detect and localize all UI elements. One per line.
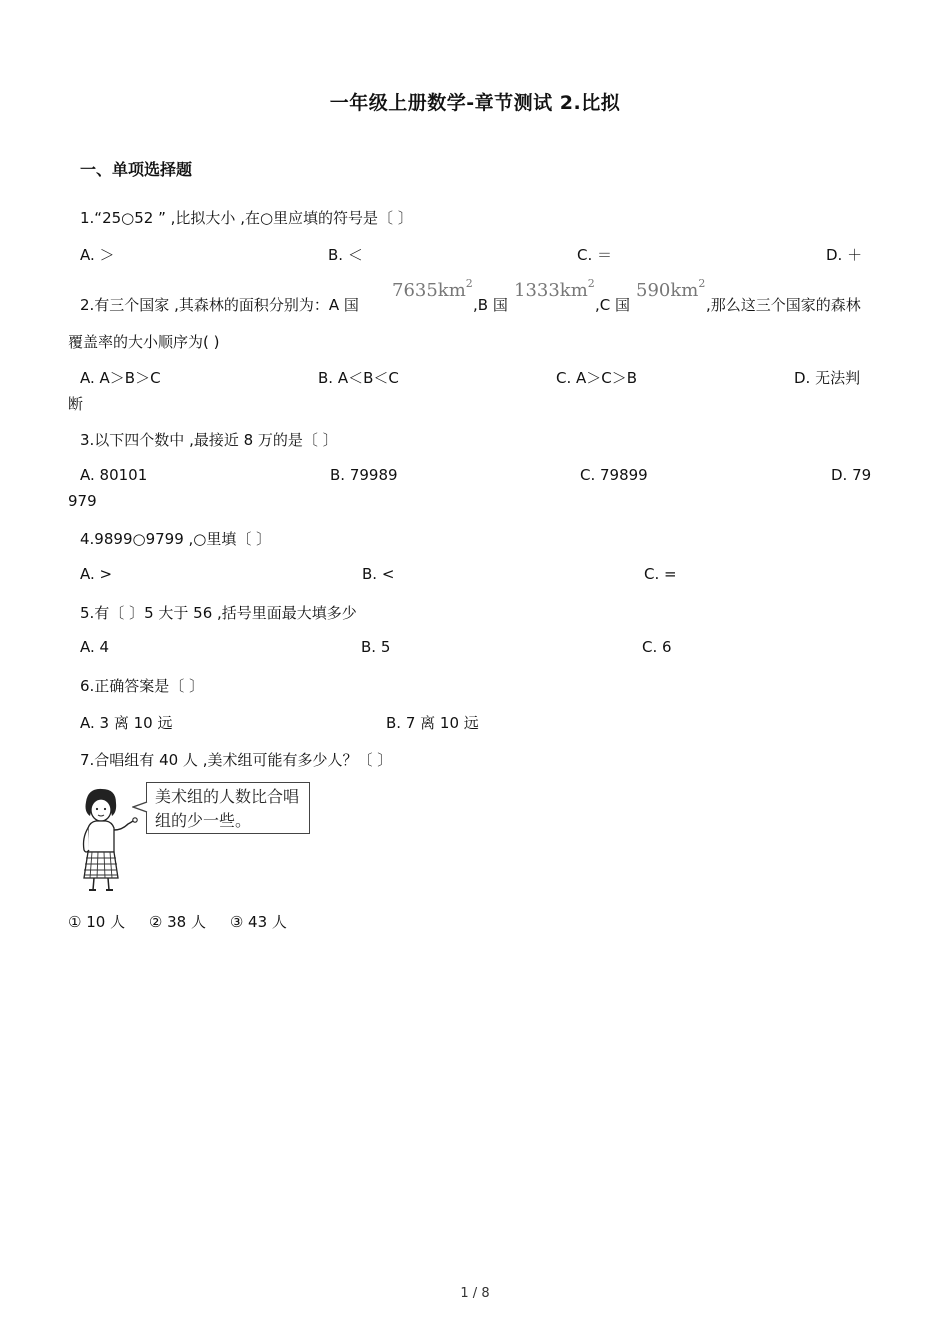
page-title: 一年级上册数学-章节测试 2.比拟 <box>329 92 621 114</box>
question-2-stem-part-a: 2.有三个国家 ,其森林的面积分别为：A 国 <box>80 296 359 314</box>
area-value-a: $7635km^2$ <box>392 277 473 301</box>
question-2-option-d-wrap: 断 <box>68 395 84 413</box>
question-1-stem: 1.“25○52 ” ,比拟大小 ,在○里应填的符号是〔 〕 <box>80 209 413 227</box>
speech-bubble: 美术组的人数比合唱组的少一些。 <box>146 782 310 834</box>
question-3-option-b: B. 79989 <box>330 466 398 484</box>
question-4-option-b: B. < <box>362 565 395 583</box>
question-5-stem: 5.有〔 〕5 大于 56 ,括号里面最大填多少 <box>80 604 357 622</box>
question-2-option-d: D. 无法判 <box>794 369 861 387</box>
question-3-option-d-wrap: 979 <box>68 492 97 510</box>
question-5-option-c: C. 6 <box>642 638 672 656</box>
question-3-stem: 3.以下四个数中 ,最接近 8 万的是〔 〕 <box>80 431 338 449</box>
question-4-option-a: A. > <box>80 565 113 583</box>
area-value-b: $1333km^2$ <box>514 277 595 301</box>
question-7-choices: ① 10 人 ② 38 人 ③ 43 人 <box>68 913 287 931</box>
question-1-option-d: D. ＋ <box>826 246 863 264</box>
page-number: 1 / 8 <box>460 1286 490 1301</box>
question-2-stem-line-2: 覆盖率的大小顺序为( ) <box>68 333 220 351</box>
question-1-option-a: A. ＞ <box>80 246 115 264</box>
speech-bubble-tail <box>132 800 148 814</box>
question-6-option-a: A. 3 离 10 远 <box>80 714 173 732</box>
question-4-stem: 4.9899○9799 ,○里填〔 〕 <box>80 530 272 548</box>
question-5-option-a: A. 4 <box>80 638 110 656</box>
question-1-option-b: B. ＜ <box>328 246 363 264</box>
question-6-stem: 6.正确答案是〔 〕 <box>80 677 205 695</box>
question-3-option-c: C. 79899 <box>580 466 648 484</box>
question-1-option-c: C. ＝ <box>577 246 613 264</box>
question-3-option-d: D. 79 <box>831 466 872 484</box>
question-2-option-b: B. A＜B＜C <box>318 369 399 387</box>
question-2-option-a: A. A＞B＞C <box>80 369 161 387</box>
question-3-option-a: A. 80101 <box>80 466 148 484</box>
question-5-option-b: B. 5 <box>361 638 391 656</box>
question-7-stem: 7.合唱组有 40 人 ,美术组可能有多少人？〔 〕 <box>80 751 393 769</box>
question-6-option-b: B. 7 离 10 远 <box>386 714 479 732</box>
question-2-option-c: C. A＞C＞B <box>556 369 638 387</box>
area-value-c: $590km^2$ <box>636 277 706 301</box>
section-heading: 一、单项选择题 <box>80 160 193 179</box>
question-2-stem-part-c: ,C 国 <box>595 296 631 314</box>
question-2-stem-part-d: ,那么这三个国家的森林 <box>706 296 861 314</box>
question-4-option-c: C. = <box>644 565 677 583</box>
question-2-stem-part-b: ,B 国 <box>473 296 508 314</box>
